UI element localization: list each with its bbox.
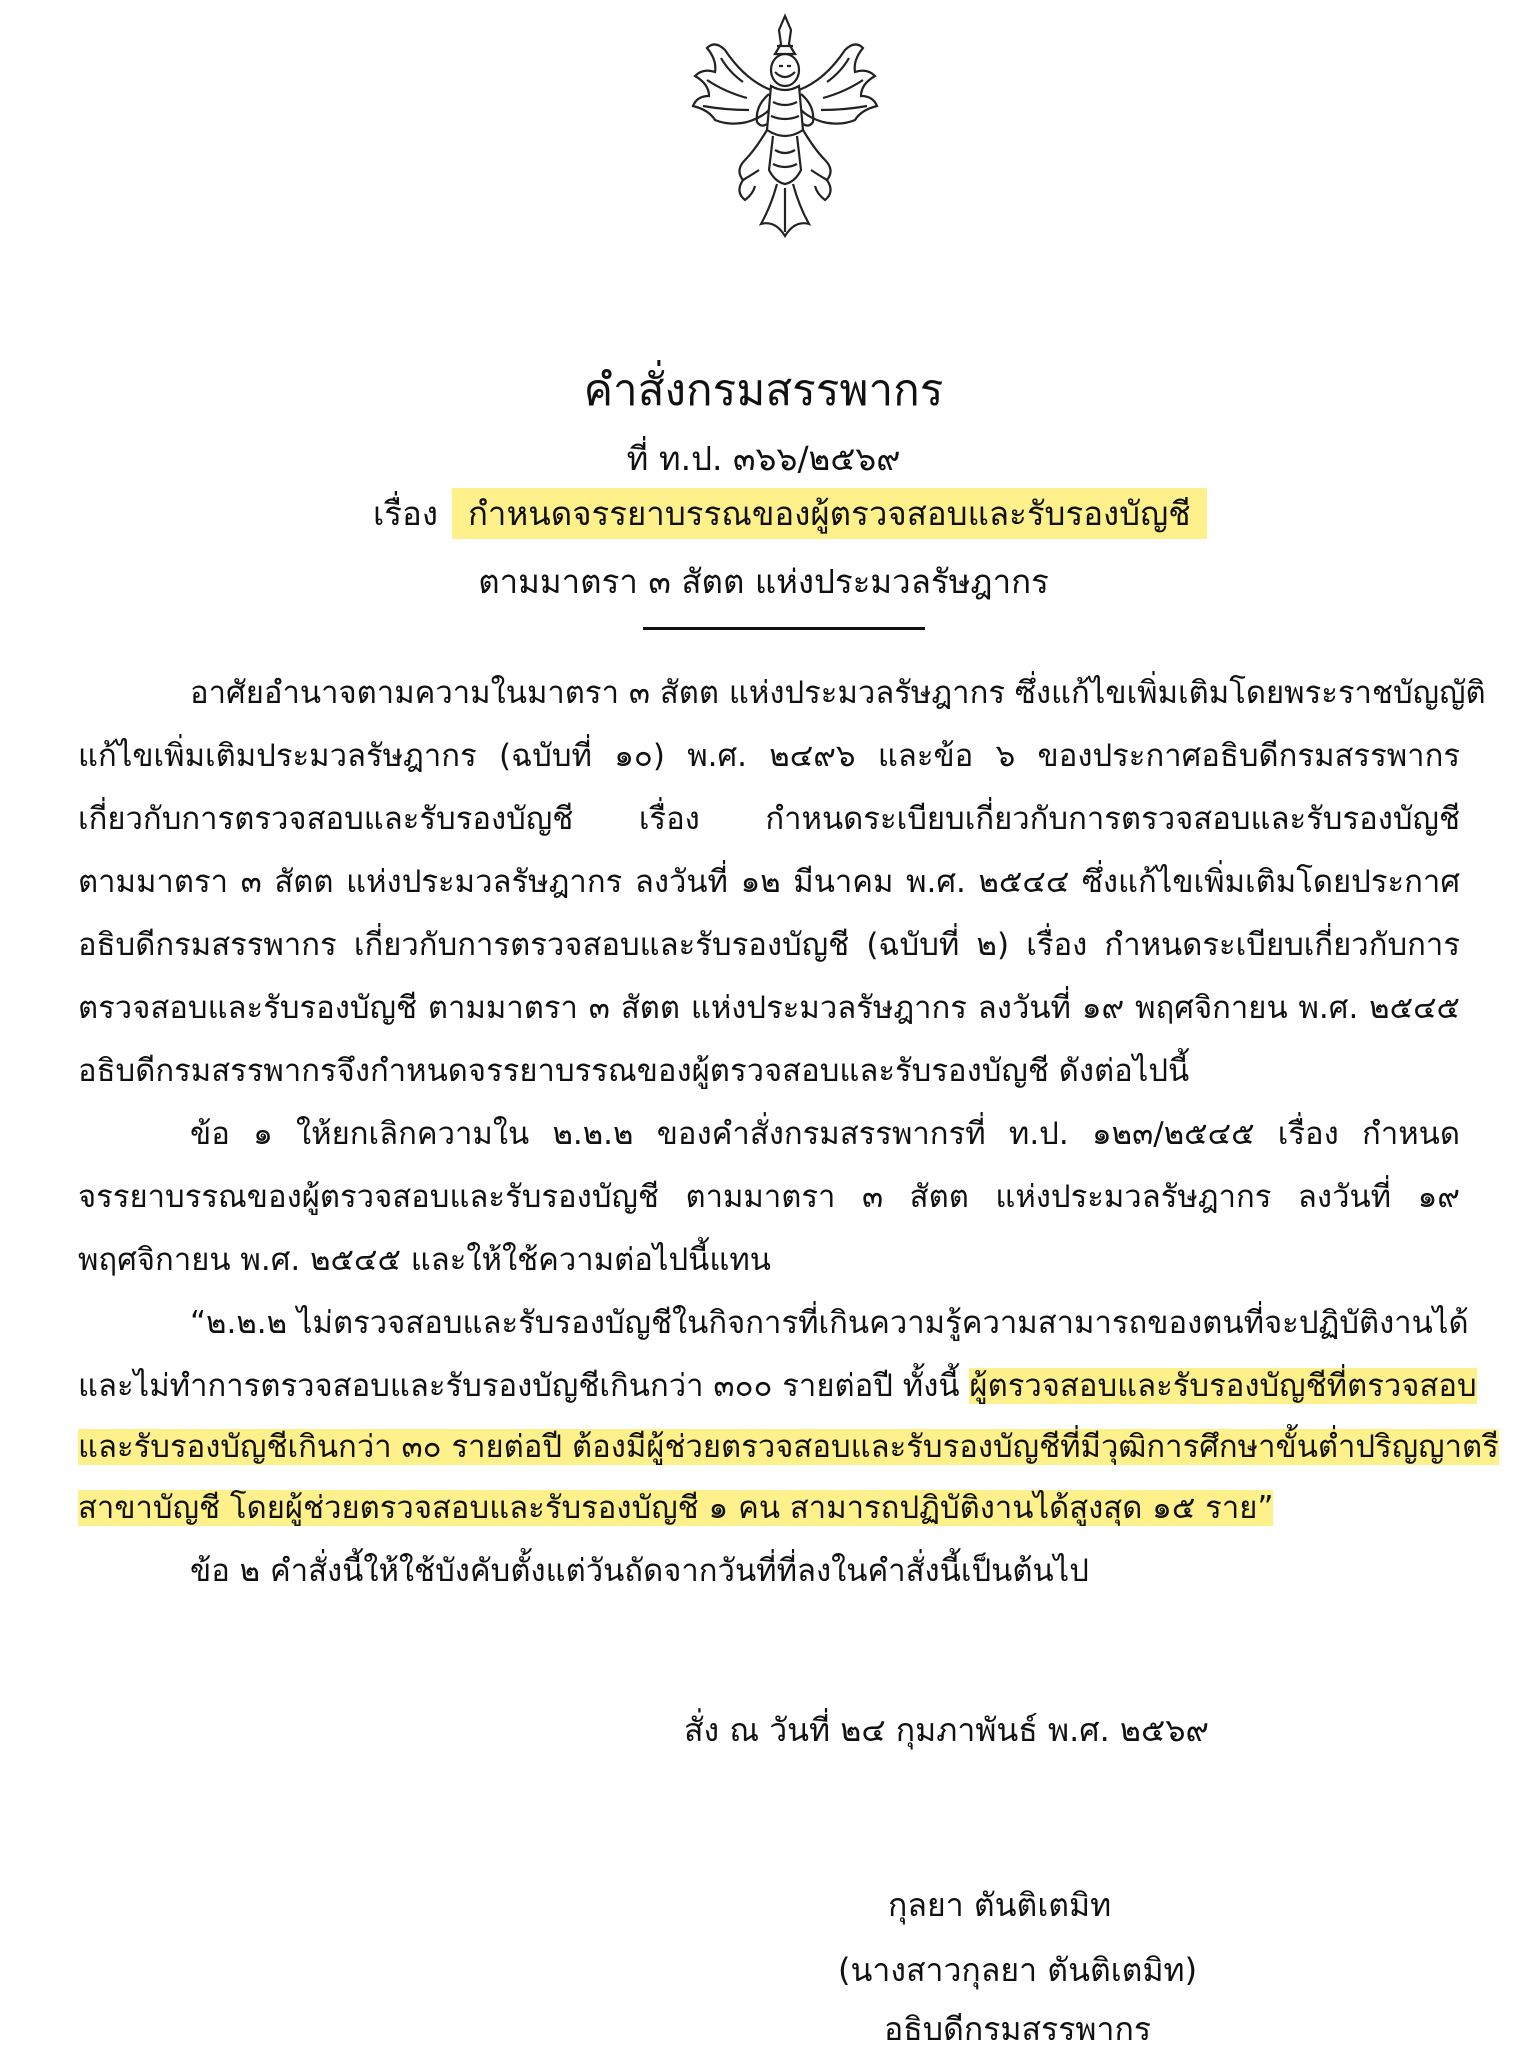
title-divider (643, 627, 925, 630)
preamble-line: อธิบดีกรมสรรพากรจึงกำหนดจรรยาบรรณของผู้ตรวจสอบและรับรองบัญชี ดังต่อไปนี้ (78, 1053, 1190, 1089)
order-number: ที่ ท.ป. ๓๖๖/๒๕๖๙ (626, 439, 901, 478)
signer-full-name: (นางสาวกุลยา ตันติเตมิท) (838, 1951, 1198, 1989)
preamble-line: ตรวจสอบและรับรองบัญชี ตามมาตรา ๓ สัตต แห่งประมวลรัษฎากร ลงวันที่ ๑๙ พฤศจิกายน พ.ศ. ๒๕๔๕ (78, 990, 1460, 1026)
preamble-line: แก้ไขเพิ่มเติมประมวลรัษฎากร (ฉบับที่ ๑๐) พ.ศ. ๒๔๙๖ และข้อ ๖ ของประกาศอธิบดีกรมสรรพากร (78, 738, 1460, 774)
subject-highlight: กำหนดจรรยาบรรณของผู้ตรวจสอบและรับรองบัญชี (452, 488, 1207, 539)
quote-highlight: ผู้ตรวจสอบและรับรองบัญชีที่ตรวจสอบ (969, 1368, 1477, 1404)
clause-1-line: ข้อ ๑ ให้ยกเลิกความใน ๒.๒.๒ ของคำสั่งกรมสรรพากรที่ ท.ป. ๑๒๓/๒๕๔๕ เรื่อง กำหนด (190, 1116, 1460, 1152)
quote-line (78, 1421, 1499, 1471)
signer-position: อธิบดีกรมสรรพากร (884, 2010, 1152, 2048)
quote-line: “๒.๒.๒ ไม่ตรวจสอบและรับรองบัญชีในกิจการที่เกินความรู้ความสามารถของตนที่จะปฏิบัติงานได้ (190, 1305, 1469, 1341)
preamble-line: อาศัยอำนาจตามความในมาตรา ๓ สัตต แห่งประมวลรัษฎากร ซึ่งแก้ไขเพิ่มเติมโดยพระราชบัญญัติ (190, 675, 1486, 711)
preamble-line: ตามมาตรา ๓ สัตต แห่งประมวลรัษฎากร ลงวันที่ ๑๒ มีนาคม พ.ศ. ๒๕๔๔ ซึ่งแก้ไขเพิ่มเติมโดยประกาศ (78, 864, 1460, 900)
garuda-emblem (685, 10, 885, 250)
quote-line (78, 1482, 1273, 1532)
subject-label: เรื่อง (373, 494, 438, 533)
subject-line-2: ตามมาตรา ๓ สัตต แห่งประมวลรัษฎากร (478, 562, 1049, 601)
clause-2-line: ข้อ ๒ คำสั่งนี้ให้ใช้บังคับตั้งแต่วันถัดจากวันที่ที่ลงในคำสั่งนี้เป็นต้นไป (190, 1553, 1089, 1589)
order-date: สั่ง ณ วันที่ ๒๔ กุมภาพันธ์ พ.ศ. ๒๕๖๙ (684, 1711, 1209, 1749)
preamble-line: อธิบดีกรมสรรพากร เกี่ยวกับการตรวจสอบและรับรองบัญชี (ฉบับที่ ๒) เรื่อง กำหนดระเบียบเกี่ยวกับการ (78, 927, 1460, 963)
document-title: คำสั่งกรมสรรพากร (583, 365, 944, 416)
quote-line-2-plain: และไม่ทำการตรวจสอบและรับรองบัญชีเกินกว่า ๓๐๐ รายต่อปี ทั้งนี้ (78, 1368, 960, 1404)
preamble-line: เกี่ยวกับการตรวจสอบและรับรองบัญชี เรื่อง กำหนดระเบียบเกี่ยวกับการตรวจสอบและรับรองบัญชี (78, 801, 1460, 837)
quote-highlight: และรับรองบัญชีเกินกว่า ๓๐ รายต่อปี ต้องมีผู้ช่วยตรวจสอบและรับรองบัญชีที่มีวุฒิการศึกษาขั้นต่ำปริญญาตรี (78, 1429, 1499, 1465)
signature: กุลยา ตันติเตมิท (888, 1886, 1112, 1924)
quote-highlight: สาขาบัญชี โดยผู้ช่วยตรวจสอบและรับรองบัญชี ๑ คน สามารถปฏิบัติงานได้สูงสุด ๑๕ ราย” (78, 1490, 1274, 1526)
clause-1-line: พฤศจิกายน พ.ศ. ๒๕๔๕ และให้ใช้ความต่อไปนี้แทน (78, 1242, 771, 1278)
clause-1-line: จรรยาบรรณของผู้ตรวจสอบและรับรองบัญชี ตามมาตรา ๓ สัตต แห่งประมวลรัษฎากร ลงวันที่ ๑๙ (78, 1179, 1460, 1215)
quote-line-2 (78, 1360, 1477, 1410)
subject-line (373, 487, 1207, 540)
